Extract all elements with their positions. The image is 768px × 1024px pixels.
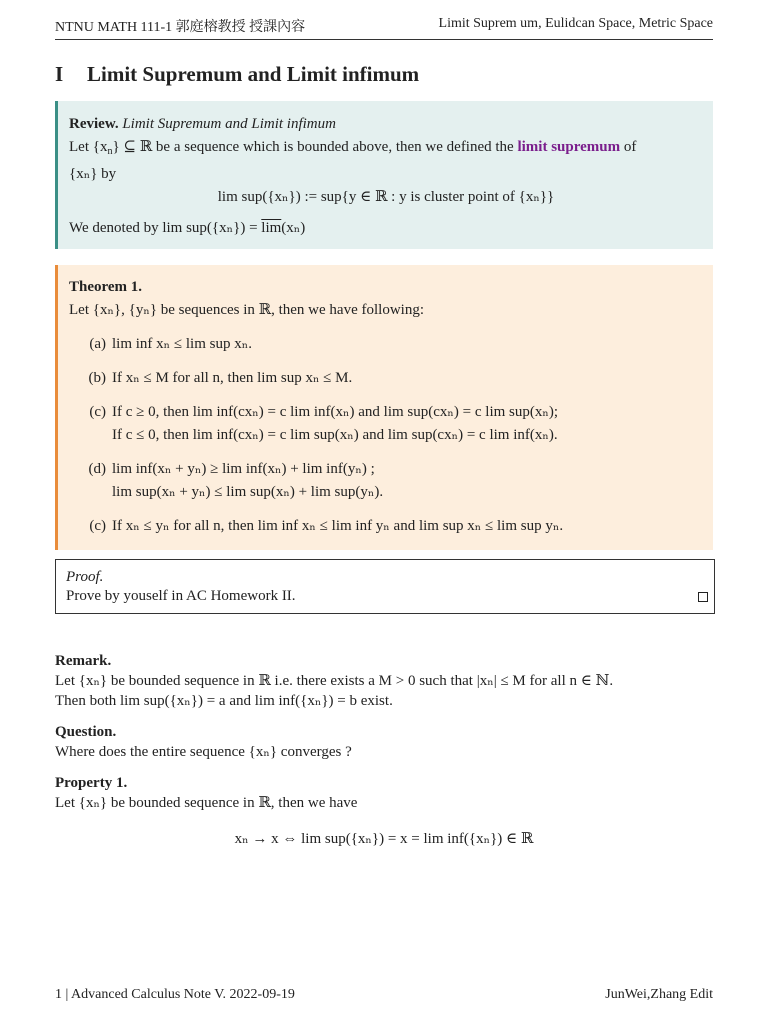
denoted-lim-overline: $\overline{lim}$ <box>261 220 282 236</box>
theorem-label: Theorem 1. <box>69 279 143 295</box>
theorem-item-label: (b) <box>88 370 106 386</box>
review-subtitle: Limit Supremum and Limit infimum <box>122 116 336 132</box>
theorem-item-body <box>112 367 352 390</box>
theorem-item <box>69 367 703 390</box>
section-number: I <box>55 62 64 86</box>
review-label: Review. <box>69 116 119 132</box>
theorem-item-line: lim inf(xₙ + yₙ) ≥ lim inf(xₙ) + lim inf(yₙ) ; <box>112 461 375 477</box>
theorem-item <box>69 515 703 538</box>
review-line2: {xₙ} by <box>69 166 117 182</box>
theorem-item <box>69 458 703 504</box>
theorem-item-label: (a) <box>89 336 106 352</box>
remark-line1: Let {xₙ} be bounded sequence in ℝ i.e. there exists a M > 0 such that |xₙ| ≤ M for all n ∈ ℕ. <box>55 673 614 689</box>
theorem-item-body <box>112 458 383 504</box>
theorem-item-body <box>112 515 563 538</box>
header-left: NTNU MATH 111-1 郭庭榕教授 授課內容 <box>55 20 306 35</box>
review-heading <box>69 113 703 136</box>
limsup-definition-formula: lim sup({xₙ}) := sup{y ∈ ℝ : y is cluster point of {xₙ}} <box>217 189 555 205</box>
running-header <box>55 16 713 40</box>
limit-supremum-term: limit supremum <box>517 139 621 155</box>
theorem-item <box>69 401 703 447</box>
review-line1-post: of <box>620 139 637 155</box>
question-text: Where does the entire sequence {xₙ} converges ? <box>55 744 352 760</box>
subscript-n: n <box>107 146 113 157</box>
proof-text: Prove by youself in AC Homework II. <box>66 588 296 604</box>
footer-right: JunWei,Zhang Edit <box>605 987 713 1002</box>
theorem-item-line: If c ≥ 0, then lim inf(cxₙ) = c lim inf(xₙ) and lim sup(cxₙ) = c lim sup(xₙ); <box>112 404 559 420</box>
theorem-intro: Let {xₙ}, {yₙ} be sequences in ℝ, then we have following: <box>69 302 424 318</box>
theorem-items <box>69 333 703 538</box>
review-denoted <box>69 217 703 240</box>
review-box <box>55 101 713 249</box>
property-text: Let {xₙ} be bounded sequence in ℝ, then we have <box>55 795 358 811</box>
denoted-pre: We denoted by lim sup({xₙ}) = <box>69 220 262 236</box>
section-title-text: Limit Supremum and Limit infimum <box>87 62 420 86</box>
proof-label <box>66 568 704 587</box>
property-block <box>55 773 713 813</box>
theorem-item-line: If xₙ ≤ M for all n, then lim sup xₙ ≤ M. <box>112 370 353 386</box>
proof-box <box>55 559 715 614</box>
remark-line2: Then both lim sup({xₙ}) = a and lim inf({xₙ}) = b exist. <box>55 693 393 709</box>
theorem-item-line: lim inf xₙ ≤ lim sup xₙ. <box>112 336 252 352</box>
theorem-item <box>69 333 703 356</box>
running-footer <box>55 987 713 1003</box>
question-block <box>55 722 713 762</box>
theorem-item-body <box>112 401 558 447</box>
qed-square-icon <box>698 592 708 602</box>
page <box>55 0 713 1024</box>
property-label: Property 1. <box>55 775 128 791</box>
theorem-box <box>55 265 713 550</box>
remark-label: Remark. <box>55 653 112 669</box>
proof-label-text: Proof. <box>66 569 104 585</box>
theorem-item-line: If c ≤ 0, then lim inf(cxₙ) = c lim sup(xₙ) and lim sup(cxₙ) = c lim inf(xₙ). <box>112 427 558 443</box>
remark-block <box>55 651 713 711</box>
theorem-item-line: If xₙ ≤ yₙ for all n, then lim inf xₙ ≤ lim inf yₙ and lim sup xₙ ≤ lim sup yₙ. <box>112 518 564 534</box>
review-definition-line <box>69 136 703 163</box>
theorem-item-label: (c) <box>89 404 106 420</box>
footer-left: 1 | Advanced Calculus Note V. 2022-09-19 <box>55 987 295 1002</box>
review-line1-pre: Let {x <box>69 139 108 155</box>
question-label: Question. <box>55 724 117 740</box>
review-line1-mid: } ⊆ ℝ be a sequence which is bounded above, then we defined the <box>112 139 518 155</box>
property-formula: xₙ → x ⇔ lim sup({xₙ}) = x = lim inf({xₙ}) ∈ ℝ <box>234 831 534 847</box>
denoted-post: (xₙ) <box>281 220 306 236</box>
theorem-item-label: (d) <box>88 461 106 477</box>
theorem-item-line: lim sup(xₙ + yₙ) ≤ lim sup(xₙ) + lim sup(yₙ). <box>112 484 384 500</box>
theorem-item-body <box>112 333 252 356</box>
header-right: Limit Suprem um, Eulidcan Space, Metric Space <box>438 16 713 31</box>
section-title <box>55 62 419 87</box>
theorem-item-label: (c) <box>89 518 106 534</box>
